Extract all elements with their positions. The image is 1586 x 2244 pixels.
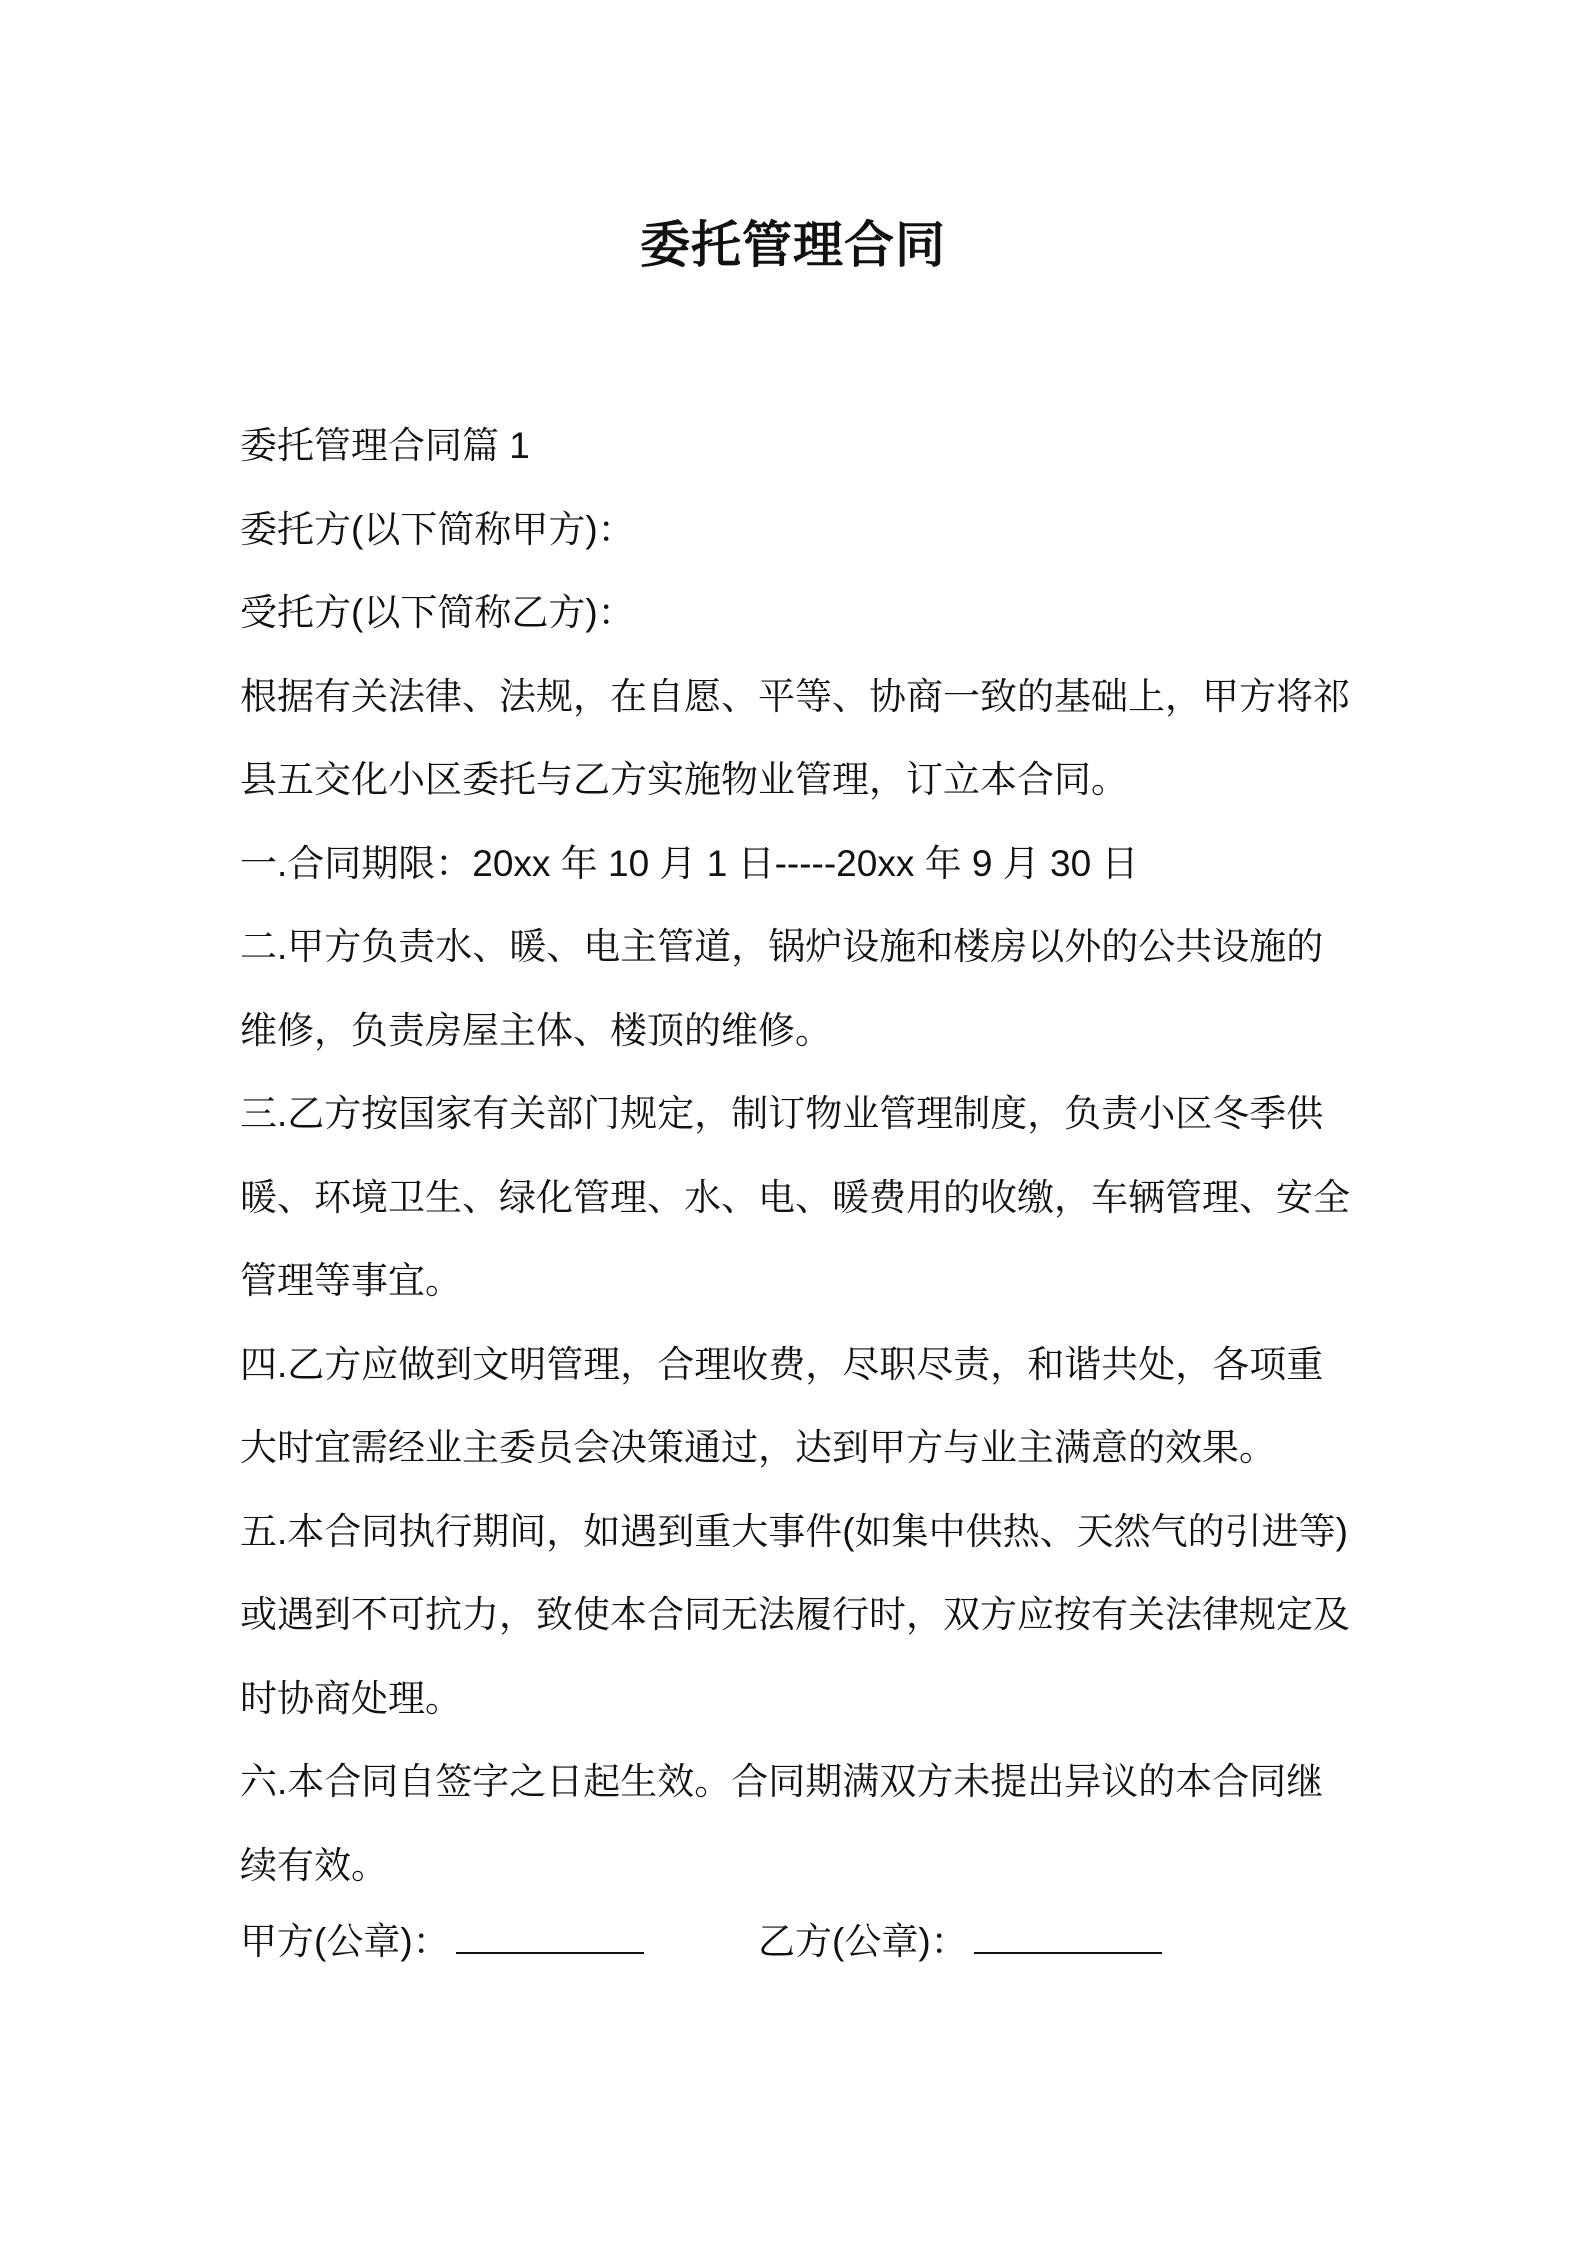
paragraph-entrusting-party: 委托方(以下简称甲方)： bbox=[240, 508, 635, 550]
document-body bbox=[240, 404, 1350, 1907]
section-heading: 委托管理合同篇 1 bbox=[240, 425, 530, 466]
paragraph-entrusted-party: 受托方(以下简称乙方)： bbox=[240, 592, 635, 633]
signature-row bbox=[240, 1900, 1350, 1984]
clause-1-term: 一.合同期限：20xx 年 10 月 1 日-----20xx 年 9 月 30 日 bbox=[240, 842, 1139, 884]
clause-3: 三.乙方按国家有关部门规定，制订物业管理制度，负责小区冬季供暖、环境卫生、绿化管理、水、电、暖费用的收缴，车辆管理、安全管理等事宜。 bbox=[240, 1093, 1350, 1301]
party-b-label: 乙方(公章)： bbox=[758, 1921, 968, 1962]
document-title: 委托管理合同 bbox=[640, 217, 946, 273]
party-a-signature bbox=[240, 1900, 644, 1984]
party-b-signature-line bbox=[974, 1922, 1162, 1954]
party-a-label: 甲方(公章)： bbox=[240, 1921, 450, 1962]
party-b-signature bbox=[758, 1900, 1162, 1984]
party-a-signature-line bbox=[456, 1922, 644, 1954]
clause-6: 六.本合同自签字之日起生效。合同期满双方未提出异议的本合同继续有效。 bbox=[240, 1761, 1324, 1886]
clause-5: 五.本合同执行期间，如遇到重大事件(如集中供热、天然气的引进等)或遇到不可抗力，致使本合同无法履行时，双方应按有关法律规定及时协商处理。 bbox=[240, 1510, 1350, 1719]
clause-2: 二.甲方负责水、暖、电主管道，锅炉设施和楼房以外的公共设施的维修，负责房屋主体、楼顶的维修。 bbox=[240, 926, 1324, 1051]
clause-4: 四.乙方应做到文明管理，合理收费，尽职尽责，和谐共处，各项重大时宜需经业主委员会决策通过，达到甲方与业主满意的效果。 bbox=[240, 1343, 1324, 1468]
paragraph-preamble: 根据有关法律、法规，在自愿、平等、协商一致的基础上，甲方将祁县五交化小区委托与乙方实施物业管理，订立本合同。 bbox=[240, 675, 1350, 800]
